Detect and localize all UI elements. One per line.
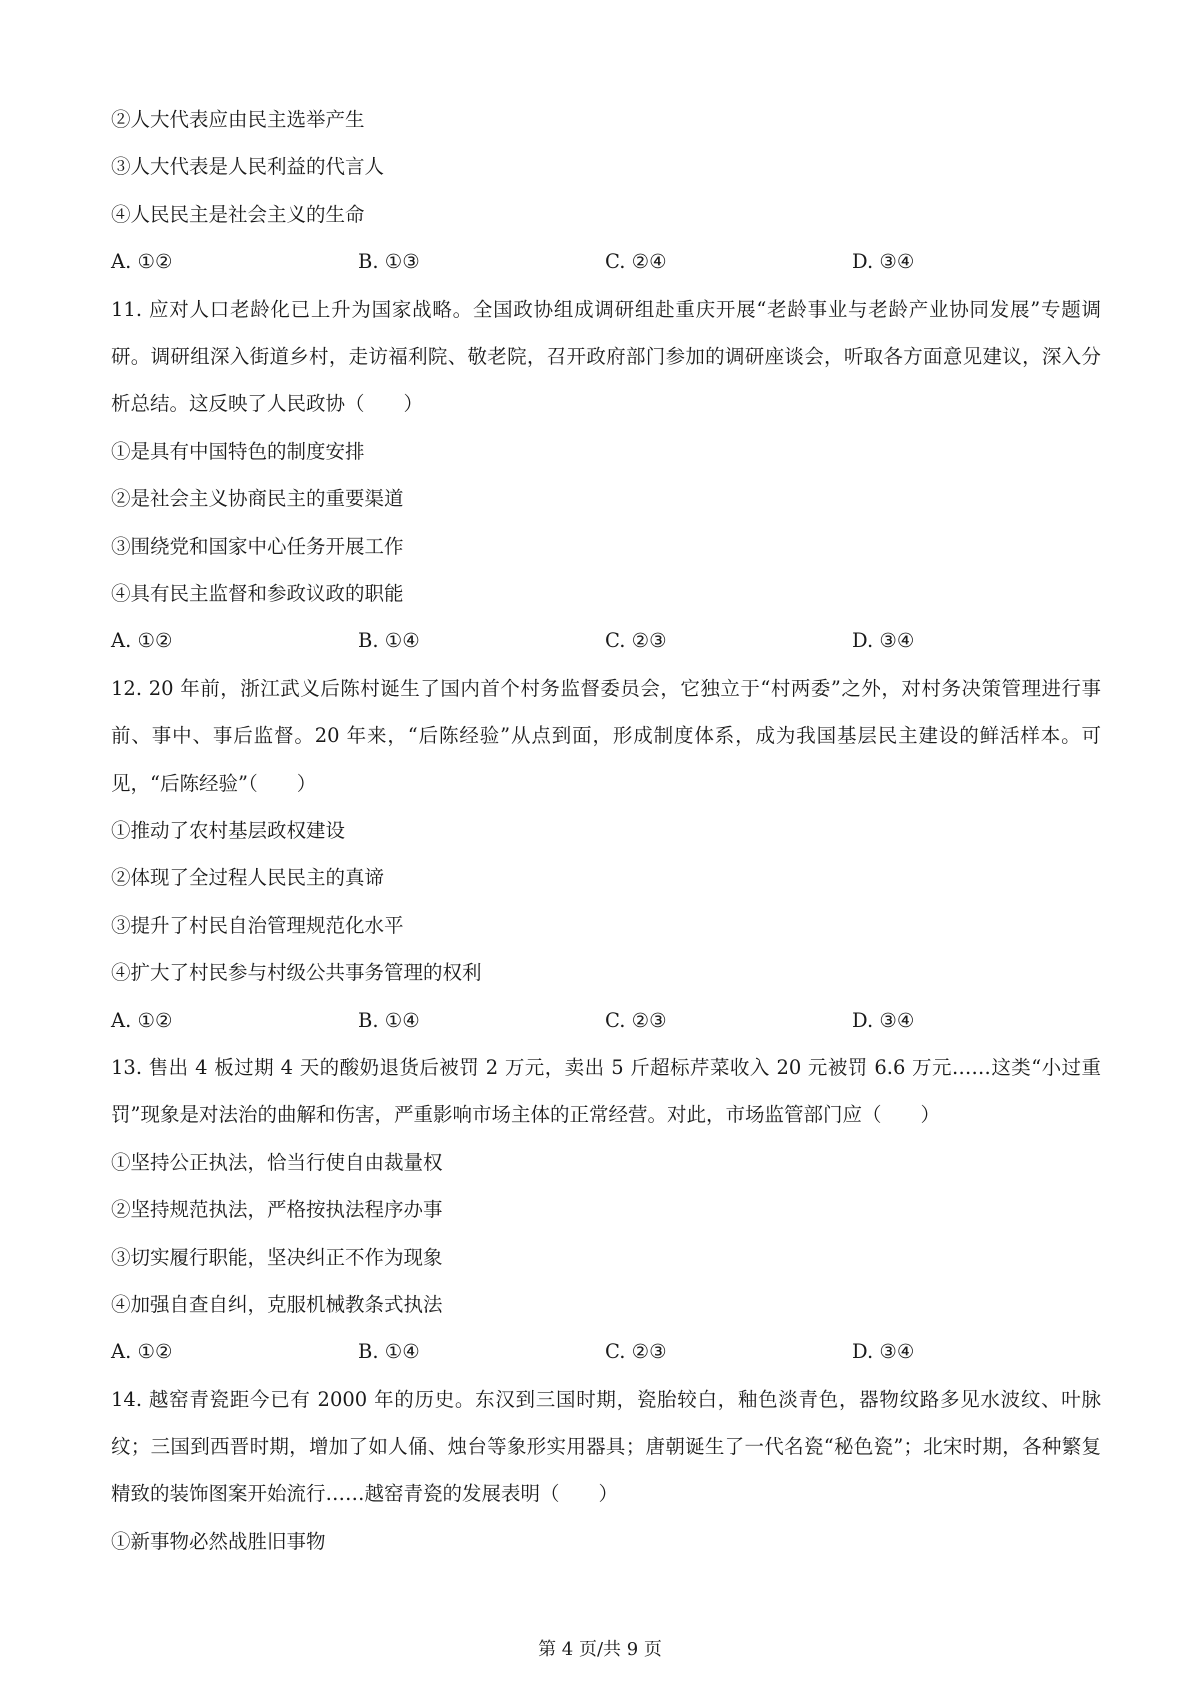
option-a: A. ①② <box>111 1008 173 1032</box>
statement: ②坚持规范执法，严格按执法程序办事 <box>111 1198 443 1222</box>
statement: ③围绕党和国家中心任务开展工作 <box>111 534 404 558</box>
page-content <box>111 96 1101 1565</box>
option-b: B. ①④ <box>358 1008 420 1032</box>
statement: ①是具有中国特色的制度安排 <box>111 439 365 463</box>
question-12 <box>111 665 1101 1044</box>
statement: ③切实履行职能，坚决纠正不作为现象 <box>111 1245 443 1269</box>
statement: ①坚持公正执法，恰当行使自由裁量权 <box>111 1150 443 1174</box>
statement: ③提升了村民自治管理规范化水平 <box>111 913 404 937</box>
statement: ④具有民主监督和参政议政的职能 <box>111 581 404 605</box>
question-14 <box>111 1376 1101 1566</box>
page-footer: 第 4 页/共 9 页 <box>538 1639 662 1660</box>
option-c: C. ②③ <box>605 629 667 653</box>
answer-options <box>111 1328 1101 1375</box>
statement: ②体现了全过程人民民主的真谛 <box>111 866 385 890</box>
statement: ③人大代表是人民利益的代言人 <box>111 155 385 179</box>
option-d: D. ③④ <box>852 629 915 653</box>
option-c: C. ②④ <box>605 250 667 274</box>
statement: ②人大代表应由民主选举产生 <box>111 108 365 131</box>
statement: ②是社会主义协商民主的重要渠道 <box>111 487 404 511</box>
question-stem: 13. 售出 4 板过期 4 天的酸奶退货后被罚 2 万元，卖出 5 斤超标芹菜收入 20 元被罚 6.6 万元……这类“小过重罚”现象是对法治的曲解和伤害，严重影响市场主体的正常经营。对此，市场监管部门应（ ） <box>111 1055 1101 1127</box>
option-c: C. ②③ <box>605 1340 667 1364</box>
option-b: B. ①④ <box>358 1340 420 1364</box>
statement: ①新事物必然战胜旧事物 <box>111 1529 326 1553</box>
answer-options <box>111 997 1101 1044</box>
question-10-continuation <box>111 96 1101 286</box>
question-stem: 11. 应对人口老龄化已上升为国家战略。全国政协组成调研组赴重庆开展“老龄事业与老龄产业协同发展”专题调研。调研组深入街道乡村，走访福利院、敬老院，召开政府部门参加的调研座谈会，听取各方面意见建议，深入分析总结。这反映了人民政协（ ） <box>111 297 1101 416</box>
option-d: D. ③④ <box>852 250 915 274</box>
option-a: A. ①② <box>111 250 173 274</box>
option-b: B. ①③ <box>358 250 420 274</box>
option-c: C. ②③ <box>605 1008 667 1032</box>
option-b: B. ①④ <box>358 629 420 653</box>
answer-options <box>111 617 1101 664</box>
question-11 <box>111 286 1101 665</box>
option-a: A. ①② <box>111 629 173 653</box>
option-d: D. ③④ <box>852 1008 915 1032</box>
answer-options <box>111 238 1101 285</box>
statement: ④加强自查自纠，克服机械教条式执法 <box>111 1292 443 1316</box>
statement: ①推动了农村基层政权建设 <box>111 818 346 842</box>
statement: ④扩大了村民参与村级公共事务管理的权利 <box>111 961 482 985</box>
option-d: D. ③④ <box>852 1340 915 1364</box>
statement: ④人民民主是社会主义的生命 <box>111 202 365 226</box>
option-a: A. ①② <box>111 1340 173 1364</box>
question-13 <box>111 1044 1101 1376</box>
question-stem: 12. 20 年前，浙江武义后陈村诞生了国内首个村务监督委员会，它独立于“村两委”之外，对村务决策管理进行事前、事中、事后监督。20 年来，“后陈经验”从点到面，形成制度体系，成为我国基层民主建设的鲜活样本。可见，“后陈经验”（ ） <box>111 676 1101 795</box>
question-stem: 14. 越窑青瓷距今已有 2000 年的历史。东汉到三国时期，瓷胎较白，釉色淡青色，器物纹路多见水波纹、叶脉纹；三国到西晋时期，增加了如人俑、烛台等象形实用器具；唐朝诞生了一代名瓷“秘色瓷”；北宋时期，各种繁复精致的装饰图案开始流行……越窑青瓷的发展表明（ ） <box>111 1387 1101 1506</box>
